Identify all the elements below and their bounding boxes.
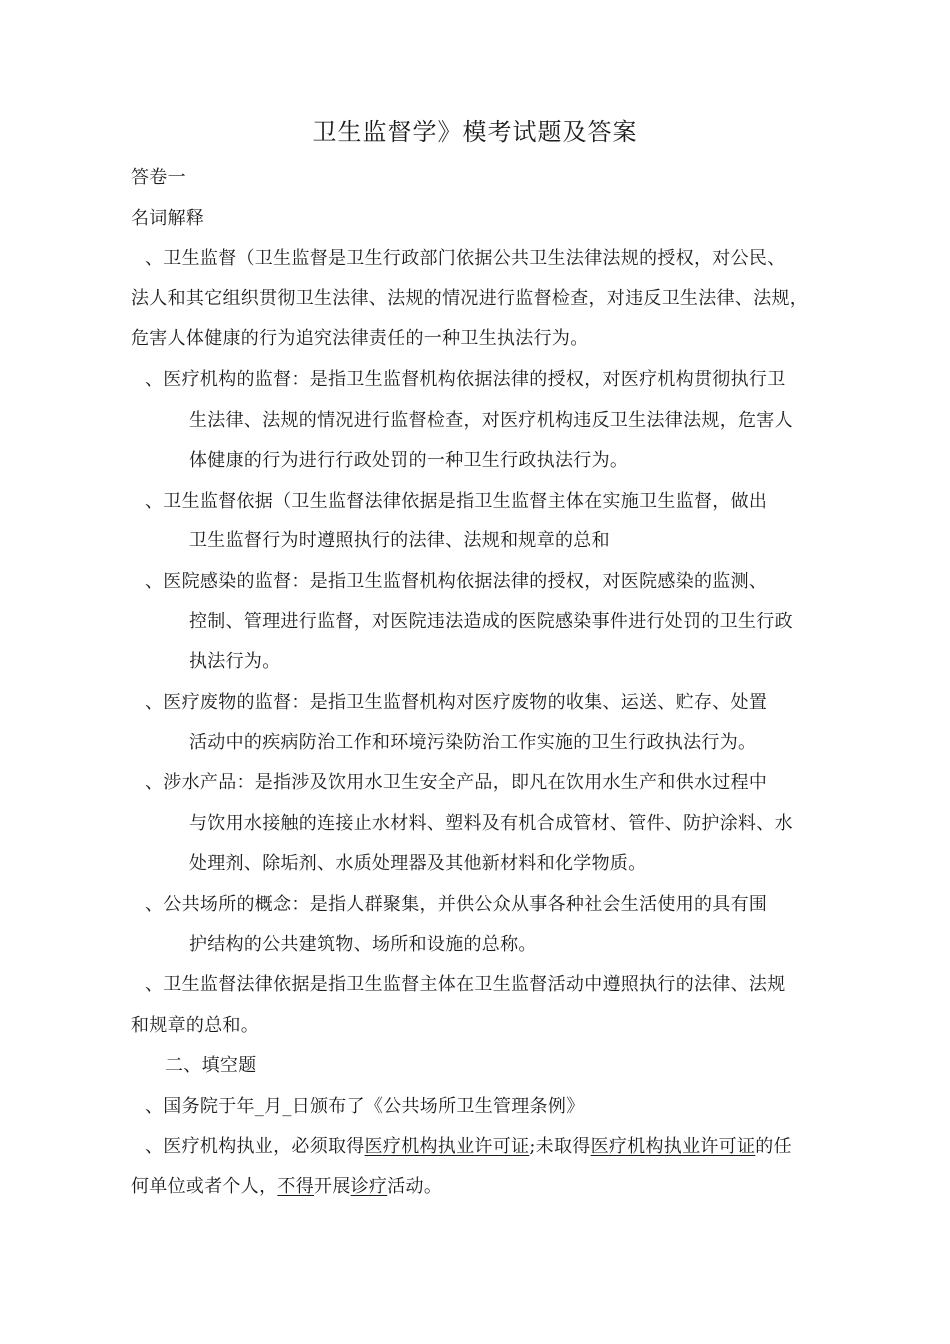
definition-3-line-1: 、卫生监督依据（卫生监督法律依据是指卫生监督主体在实施卫生监督，做出 — [145, 491, 768, 512]
fill-answer-diagnosis: 诊疗 — [350, 1176, 388, 1197]
definition-7-line-2: 护结构的公共建筑物、场所和设施的总称。 — [189, 934, 537, 955]
definition-4-line-2: 控制、管理进行监督，对医院违法造成的医院感染事件进行处罚的卫生行政 — [189, 611, 793, 632]
definition-4-line-3: 执法行为。 — [189, 651, 281, 672]
fill-question-1: 、国务院于年_月_日颁布了《公共场所卫生管理条例》 — [145, 1096, 585, 1117]
fill-answer-license-2: 医疗机构执业许可证 — [590, 1136, 756, 1157]
fill-question-2-line-1 — [145, 1132, 792, 1158]
definition-4-line-1: 、医院感染的监督：是指卫生监督机构依据法律的授权，对医院感染的监测、 — [145, 571, 768, 592]
definition-6-line-1: 、涉水产品：是指涉及饮用水卫生安全产品，即凡在饮用水生产和供水过程中 — [145, 772, 768, 793]
definition-3-line-2: 卫生监督行为时遵照执行的法律、法规和规章的总和 — [189, 530, 610, 551]
fill-text: 、医疗机构执业，必须取得 — [145, 1136, 365, 1157]
document-title: 卫生监督学》模考试题及答案 — [312, 118, 638, 146]
definition-8-line-2: 和规章的总和。 — [131, 1015, 260, 1036]
definition-1-line-3: 危害人体健康的行为追究法律责任的一种卫生执法行为。 — [131, 328, 589, 349]
fill-question-2-line-2 — [131, 1172, 442, 1198]
definition-1-line-2: 法人和其它组织贯彻卫生法律、法规的情况进行监督检查，对违反卫生法律、法规， — [131, 288, 809, 309]
section-heading-fill-blank: 二、填空题 — [165, 1055, 257, 1076]
fill-text: 的任 — [755, 1136, 792, 1157]
definition-7-line-1: 、公共场所的概念：是指人群聚集，并供公众从事各种社会生活使用的具有围 — [145, 894, 768, 915]
definition-2-line-1: 、医疗机构的监督：是指卫生监督机构依据法律的授权，对医疗机构贯彻执行卫 — [145, 369, 786, 390]
section-heading-terms: 名词解释 — [131, 208, 205, 229]
definition-5-line-1: 、医疗废物的监督：是指卫生监督机构对医疗废物的收集、运送、贮存、处置 — [145, 692, 768, 713]
fill-answer-not-allowed: 不得 — [277, 1176, 315, 1197]
fill-text: 何单位或者个人， — [131, 1176, 278, 1197]
fill-text: 活动。 — [387, 1176, 443, 1197]
answer-sheet-label: 答卷一 — [131, 167, 186, 188]
definition-2-line-2: 生法律、法规的情况进行监督检查，对医疗机构违反卫生法律法规，危害人 — [189, 410, 793, 431]
definition-6-line-3: 处理剂、除垢剂、水质处理器及其他新材料和化学物质。 — [189, 853, 647, 874]
fill-answer-license: 医疗机构执业许可证 — [364, 1136, 530, 1157]
definition-2-line-3: 体健康的行为进行行政处罚的一种卫生行政执法行为。 — [189, 450, 629, 471]
definition-5-line-2: 活动中的疾病防治工作和环境污染防治工作实施的卫生行政执法行为。 — [189, 732, 757, 753]
fill-text: ;未取得 — [529, 1136, 591, 1157]
definition-6-line-2: 与饮用水接触的连接止水材料、塑料及有机合成管材、管件、防护涂料、水 — [189, 813, 793, 834]
definition-1-line-1: 、卫生监督（卫生监督是卫生行政部门依据公共卫生法律法规的授权，对公民、 — [145, 248, 786, 269]
fill-text: 开展 — [314, 1176, 351, 1197]
definition-8-line-1: 、卫生监督法律依据是指卫生监督主体在卫生监督活动中遵照执行的法律、法规 — [145, 974, 786, 995]
